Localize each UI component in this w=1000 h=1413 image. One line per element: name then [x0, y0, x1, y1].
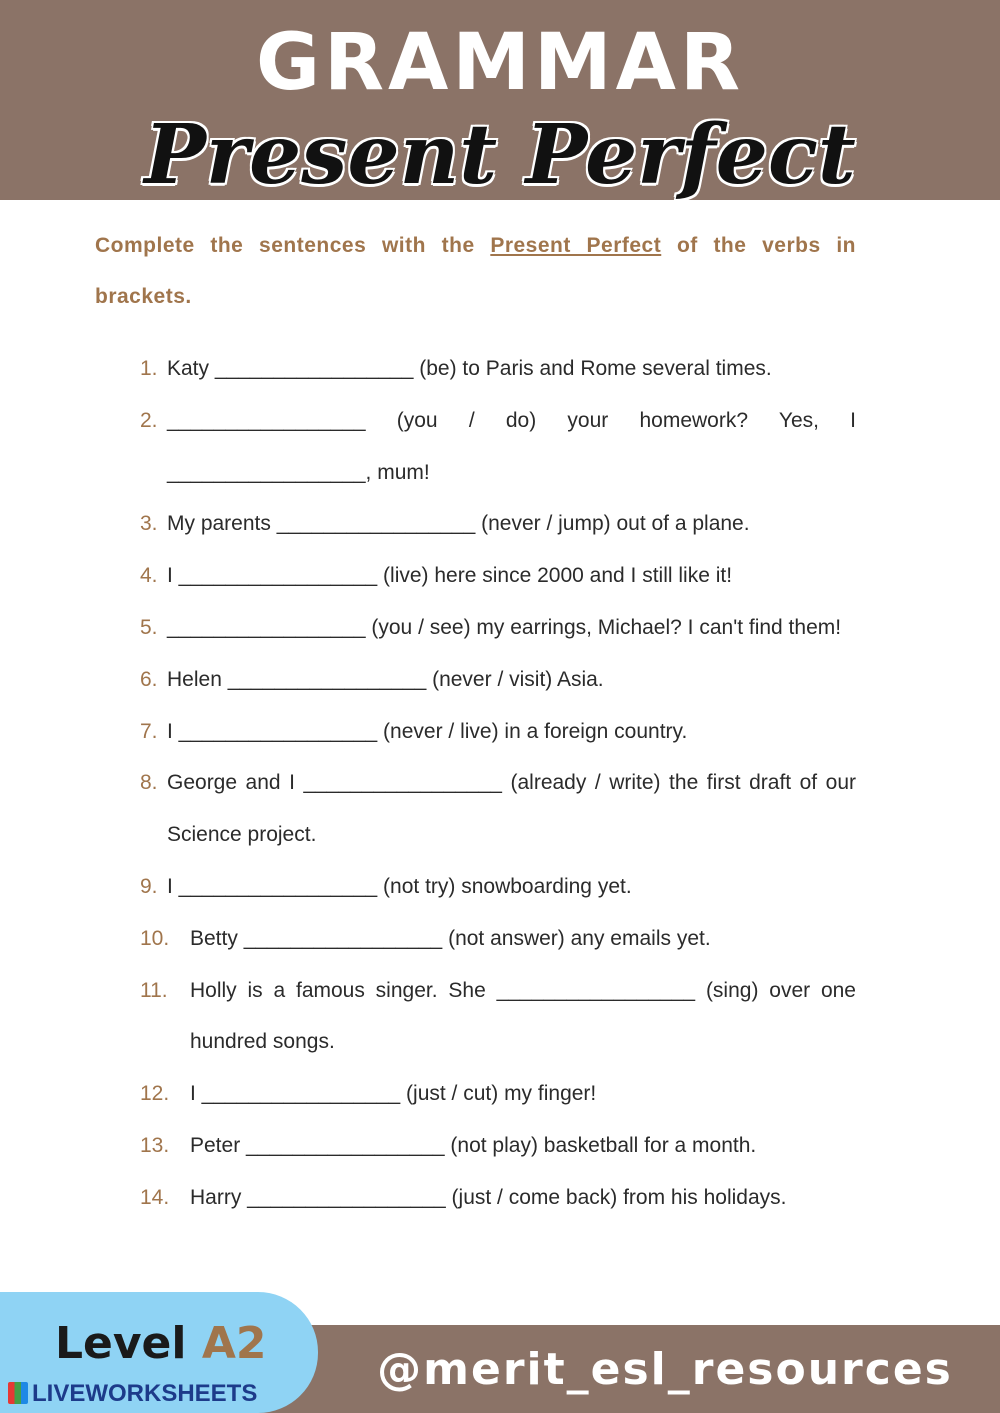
instructions-highlight: Present Perfect	[490, 234, 662, 257]
exercise-item	[140, 498, 856, 550]
liveworksheets-logo[interactable]	[8, 1380, 257, 1408]
exercise-item	[140, 550, 856, 602]
exercise-list	[140, 343, 856, 1224]
item-number: 13.	[140, 1133, 170, 1157]
item-number: 3.	[140, 512, 158, 536]
instructions-before: Complete the sentences with the	[95, 234, 475, 257]
exercise-item	[140, 1120, 856, 1172]
item-number: 11.	[140, 978, 168, 1002]
exercise-item	[140, 343, 856, 395]
exercise-item	[140, 602, 856, 654]
item-text: I _________________ (live) here since 2000 and I still like it!	[167, 564, 733, 588]
page-title: GRAMMAR	[255, 18, 745, 108]
instructions-after: of the verbs in brackets.	[95, 234, 857, 308]
item-text: My parents _________________ (never / jump) out of a plane.	[167, 512, 750, 536]
liveworksheets-text: LIVEWORKSHEETS	[32, 1380, 258, 1407]
item-number: 6.	[140, 667, 158, 691]
item-text: I _________________ (not try) snowboarding yet.	[167, 874, 632, 898]
item-text: Helen _________________ (never / visit) Asia.	[167, 667, 604, 691]
exercise-item	[140, 861, 856, 913]
item-text: I _________________ (just / cut) my finger!	[190, 1082, 597, 1106]
item-number: 2.	[140, 408, 158, 432]
item-number: 7.	[140, 719, 158, 743]
item-text: Holly is a famous singer. She _________________ (sing) over one hundred songs.	[190, 978, 856, 1054]
exercise-item	[140, 1172, 856, 1224]
item-text: Betty _________________ (not answer) any emails yet.	[190, 926, 711, 950]
exercise-item	[140, 654, 856, 706]
item-text: _________________ (you / see) my earrings, Michael? I can't find them!	[167, 615, 842, 639]
exercise-item	[140, 1068, 856, 1120]
level-value: A2	[201, 1318, 267, 1369]
page-subtitle: Present Perfect	[144, 107, 856, 203]
instructions	[95, 220, 856, 322]
exercise-item	[140, 706, 856, 758]
item-text: Peter _________________ (not play) basketball for a month.	[190, 1133, 757, 1157]
exercise-item	[140, 913, 856, 965]
liveworksheets-icon	[8, 1382, 28, 1404]
item-text: _________________ (you / do) your homework? Yes, I _________________, mum!	[167, 408, 856, 484]
level-text: Level	[55, 1318, 187, 1369]
exercise-item	[140, 757, 856, 861]
level-label	[55, 1316, 266, 1372]
item-number: 12.	[140, 1082, 170, 1106]
item-number: 4.	[140, 564, 158, 588]
item-number: 9.	[140, 874, 158, 898]
item-text: George and I _________________ (already / write) the first draft of our Science project.	[167, 771, 856, 847]
social-handle: @merit_esl_resources	[377, 1344, 953, 1395]
item-text: Katy _________________ (be) to Paris and Rome several times.	[167, 357, 772, 380]
item-number: 8.	[140, 771, 158, 795]
item-number: 10.	[140, 926, 170, 950]
item-text: I _________________ (never / live) in a foreign country.	[167, 719, 688, 743]
item-text: Harry _________________ (just / come back) from his holidays.	[190, 1185, 787, 1209]
item-number: 5.	[140, 615, 158, 639]
exercise-item	[140, 965, 856, 1069]
item-number: 14.	[140, 1185, 170, 1209]
item-number: 1.	[140, 357, 158, 380]
exercise-item	[140, 395, 856, 499]
